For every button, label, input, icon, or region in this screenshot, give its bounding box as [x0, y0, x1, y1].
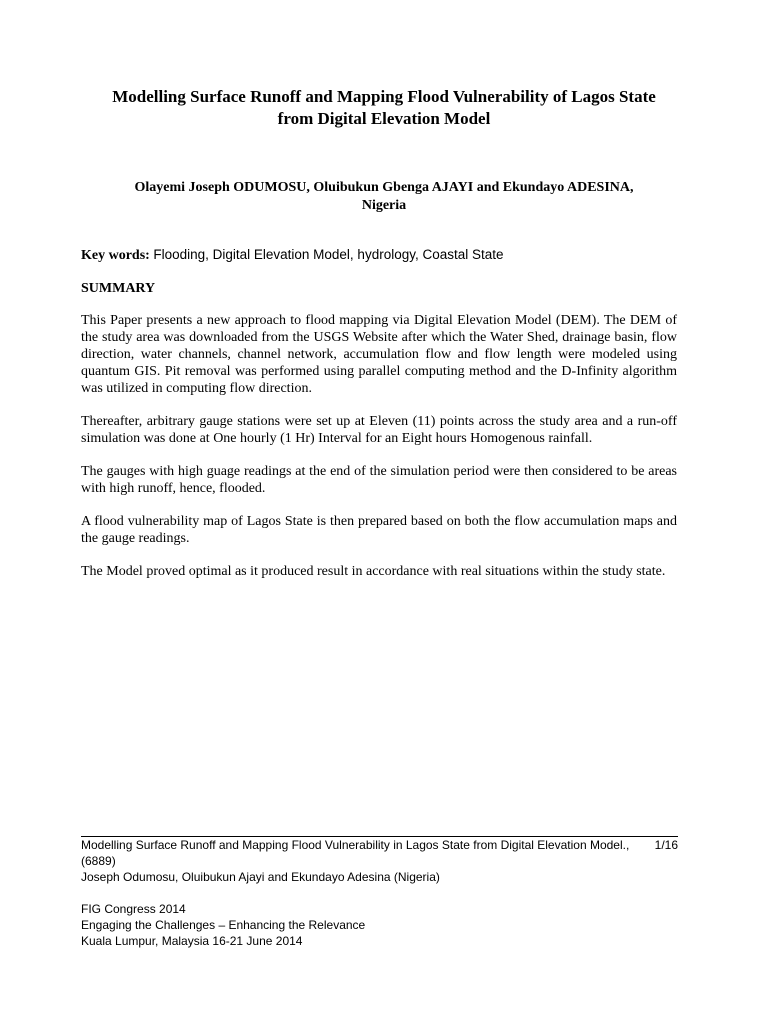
footer-location: Kuala Lumpur, Malaysia 16-21 June 2014	[81, 934, 303, 948]
footer-page-number: 1/16	[654, 838, 678, 852]
summary-paragraph-5: The Model proved optimal as it produced result in accordance with real situations within the study state.	[81, 564, 666, 579]
paper-title-line-1: Modelling Surface Runoff and Mapping Flood Vulnerability of Lagos State	[112, 87, 656, 106]
footer-title-row	[81, 837, 678, 869]
footer-conference: FIG Congress 2014	[81, 902, 186, 916]
page-footer	[81, 836, 678, 949]
keywords-values: Flooding, Digital Elevation Model, hydrology, Coastal State	[153, 247, 504, 262]
authors-line-1: Olayemi Joseph ODUMOSU, Oluibukun Gbenga AJAYI and Ekundayo ADESINA,	[134, 180, 634, 195]
authors-line-2: Nigeria	[361, 198, 407, 213]
summary-heading: SUMMARY	[81, 281, 156, 296]
summary-paragraph-3: The gauges with high guage readings at the end of the simulation period were then considered to be areas with high runoff, hence, flooded.	[81, 464, 677, 496]
summary-paragraph-1: This Paper presents a new approach to flood mapping via Digital Elevation Model (DEM). The DEM of the study area was downloaded from the USGS Website after which the Water Shed, drainage basin, flow direction, water channels, channel network, accumulation flow and flow length were modeled using quantum GIS. Pit removal was performed using parallel computing method and the D-Infinity algorithm was utilized in computing flow direction.	[81, 313, 677, 396]
footer-theme: Engaging the Challenges – Enhancing the Relevance	[81, 918, 366, 932]
summary-paragraph-4: A flood vulnerability map of Lagos State is then prepared based on both the flow accumulation maps and the gauge readings.	[81, 514, 677, 546]
keywords-label: Key words:	[81, 248, 150, 263]
keywords	[81, 246, 681, 264]
footer-authors: Joseph Odumosu, Oluibukun Ajayi and Ekundayo Adesina (Nigeria)	[81, 870, 440, 884]
summary-body	[81, 312, 677, 596]
footer-spacer	[81, 885, 678, 901]
paper-authors	[70, 179, 698, 215]
paper-title	[70, 86, 698, 130]
footer-paper-title: Modelling Surface Runoff and Mapping Flood Vulnerability in Lagos State from Digital Elevation Model., (6889)	[81, 838, 630, 868]
summary-paragraph-2: Thereafter, arbitrary gauge stations were set up at Eleven (11) points across the study area and a run-off simulation was done at One hourly (1 Hr) Interval for an Eight hours Homogenous rainfall.	[81, 414, 677, 446]
paper-title-line-2: from Digital Elevation Model	[277, 109, 491, 128]
